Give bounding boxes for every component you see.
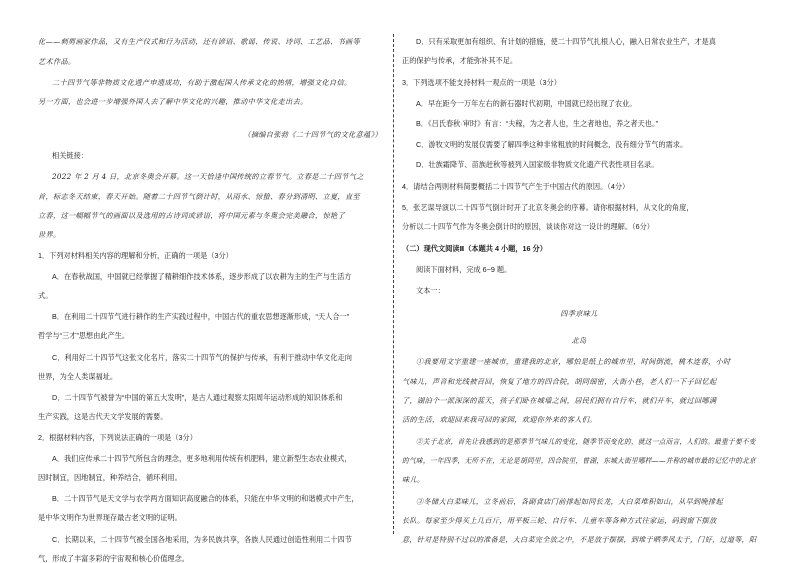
related-link-line-2: 首，标志冬天结束，春天开始。随着二十四节气倒计时，从雨水、惊蛰、春分到清明、立夏，直至 [38, 192, 360, 201]
related-link-line-1: 2022 年 2 月 4 日，北京冬奥会开幕。这一天恰逢中国传统的立春节气。立春是二十四节气之 [52, 172, 364, 181]
question-4: 4．请结合两则材料简要概括二十四节气产生于中国古代的原因。（4分） [402, 182, 630, 191]
question-1-option-d-line-1: D．二十四节气被誉为“中国的第五大发明”，是古人通过观察太阳周年运动形成的知识体系和 [52, 393, 343, 402]
paragraph-1-line-1: ①我要用文字重建一座城市，重建我的北京，哪怕是纸上的城市里，时间倒流，桃木连春，小时 [416, 357, 731, 366]
question-2-option-c-line-2: 气，形成了丰富多彩的宇宙观和核心价值理念。 [38, 554, 189, 563]
question-2-option-d-line-2: 正的保护与传承，才能弥补其不足。 [402, 56, 518, 65]
intro-paragraph-1-line-1: 化——刺剪画家作品，又有生产仪式和行为活动，还有谚语、歌谣、传说、诗词、工艺品、书画等 [38, 37, 360, 46]
question-1-stem: 1．下列对材料相关内容的理解和分析，正确的一项是（3分） [38, 251, 233, 260]
related-link-label: 相关链接： [52, 151, 88, 160]
question-1-option-a-line-1: A．在春秋战国，中国就已经掌握了精耕细作技术体系，逐步形成了以农耕为主的生产与生活方 [52, 272, 352, 281]
question-2-option-b-line-1: B．二十四节气是天文学与农学两方面知识高度融合的体系，只能在中华文明的和谐模式中产生， [52, 494, 359, 503]
question-2-option-a-line-1: A．我们应传承二十四节气所包含的理念，更多地利用传统有机肥料，建立新型生态农业模式， [52, 454, 352, 463]
question-3-stem: 3．下列选项不能支持材料一观点的一项是（3分） [402, 78, 561, 87]
intro-paragraph-2-line-2: 另一方面，也会进一步增强外国人去了解中华文化的兴趣，推动中华文化走出去。 [38, 97, 308, 106]
paragraph-1-line-3: 了，湖泊个一派深深的蓝天，孩子们卧在城墙之间，居民们拥有自行车，就们开车，就过回哪满 [402, 396, 717, 405]
intro-paragraph-1-line-2: 艺术作品。 [38, 57, 76, 66]
paragraph-2-line-2: 的气味，一年四季，无所不在，无论是胡同里，四合院里，曾湖，东城大街里哪样——并称的城市最的记忆中的北京 [402, 456, 756, 465]
paragraph-3-line-2: 长队。每家至少得买上几百斤，用平板三轮、自行车、儿童车等各种方式往家运，码到窗下摆放 [402, 516, 717, 525]
question-1-option-c-line-2: 世界，为全人类谋福址。 [38, 372, 118, 381]
section-heading: （二）现代文阅读Ⅱ（本题共 4 小题，16 分） [402, 244, 547, 253]
source-citation: （摘编自张勃《二十四节气的文化意蕴》） [243, 130, 382, 139]
question-2-option-b-line-2: 是中华文明作为世界现存最古老文明的证明。 [38, 513, 182, 522]
column-divider [393, 34, 394, 534]
paragraph-1-line-2: 气味儿，声音和光线被召回，恢复了地方的四合院，胡同细密，大街小巷，老人们一下子回忆起 [402, 377, 717, 386]
question-3-option-a: A．早在距今一万年左右的新石器时代初期，中国就已经出现了农业。 [416, 99, 637, 108]
related-link-line-3: 立春，这一幅幅节气的画面以及选用的古诗词或谚语，将中国元素与冬奥会完美融合，惊艳了 [38, 211, 345, 220]
question-3-option-c: C．游牧文明的发展仅需要了解四季这种非常粗放的时间概念，没有细分节气的需求。 [416, 140, 688, 149]
intro-paragraph-2-line-1: 二十四节气等非物质文化遗产申遗成功，有助于激起国人传承文化的热情，增强文化自信。 [52, 78, 352, 87]
paragraph-2-line-3: 味儿。 [402, 475, 425, 484]
question-2-option-c-line-1: C．长期以来，二十四节气被全国各地采用，为多民族共享，各族人民通过创造性利用二十四节 [52, 535, 352, 544]
question-3-option-d: D．壮族霜降节、苗族赶秋等被列入国家级非物质文化遗产代表性项目名录。 [416, 160, 659, 169]
question-5-line-1: 5．张艺谋导演以二十四节气倒计时开了北京冬奥会的序幕。请你根据材料，从文化的角度， [402, 203, 694, 212]
paragraph-2-line-1: ②关于北京，首先让我感到的是那季节气味儿的变化，随季节而变化的，就这一点而言，人们的。最重于要不变 [416, 437, 756, 446]
question-3-option-b: B．《吕氏春秋·审时》有言：“夫稼，为之者人也，生之者地也，养之者天也。” [416, 119, 658, 128]
question-1-option-d-line-2: 生产实践，这是古代天文学发展的需要。 [38, 412, 168, 421]
paragraph-1-line-4: 活的生活，欢迎回来我可回的家园，欢迎你外来的客人们。 [402, 415, 597, 424]
question-5-line-2: 分析以二十四节气作为冬奥会倒计时的原因，谈谈你对这一设计的理解。（6分） [402, 222, 654, 231]
related-link-line-4: 世界。 [38, 230, 61, 239]
question-1-option-c-line-1: C．利用好二十四节气这张文化名片，落实二十四节气的保护与传承，有利于推动中华文化走向 [52, 353, 352, 362]
question-1-option-b-line-2: 哲学与“三才”思想由此产生。 [38, 331, 130, 340]
essay-title: 四季京味儿 [560, 309, 598, 318]
reading-instruction: 阅读下面材料，完成 6~9 题。 [416, 265, 512, 274]
question-2-option-a-line-2: 因时制宜，因地制宜，种养结合，循环利用。 [38, 473, 182, 482]
question-1-option-b-line-1: B．在利用二十四节气进行耕作的生产实践过程中，中国古代的重农思想逐渐形成，“天人合一” [52, 312, 350, 321]
paragraph-3-line-3: 意，针对是特别不过以的准备是，大白菜完全放之中，不是放于摆摆，到堆于晒季风太于，门好，过道等，阳 [402, 535, 757, 544]
essay-author: 北岛 [571, 336, 587, 345]
question-2-option-d-line-1: D．只有采取更加有组织、有计划的措施，使二十四节气扎根人心，融入日常农业生产，才是真 [416, 37, 716, 46]
question-2-stem: 2．根据材料内容，下列说法正确的一项是（3分） [38, 433, 197, 442]
text-one-label: 文本一： [416, 286, 445, 295]
question-1-option-a-line-2: 式。 [38, 291, 53, 300]
paragraph-3-line-1: ③冬储大白菜味儿，立冬前后，各副食店门前排起如同长龙，大白菜堆积如山，从早到晚排起 [416, 497, 723, 506]
